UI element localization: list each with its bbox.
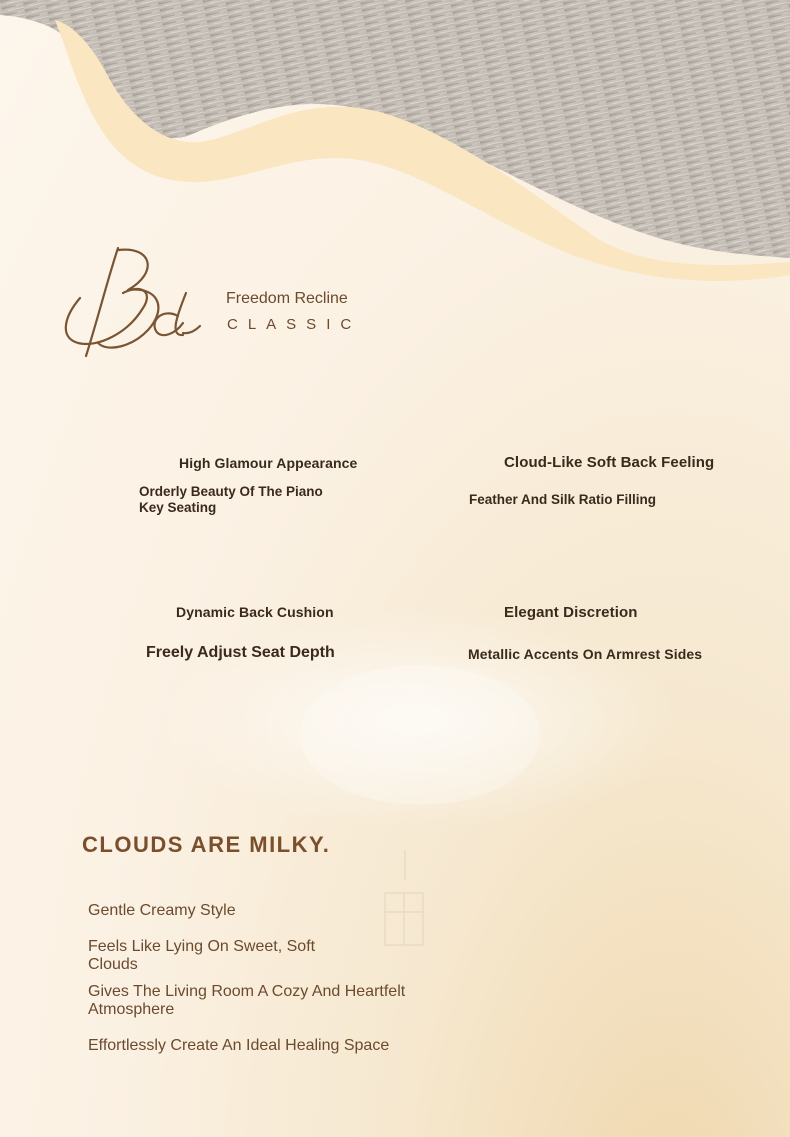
list-item: Effortlessly Create An Ideal Healing Space bbox=[88, 1037, 390, 1054]
feature-title-back-cushion: Dynamic Back Cushion bbox=[176, 604, 334, 620]
list-item: Gives The Living Room A Cozy And Heartfelt Atmosphere bbox=[88, 983, 406, 1018]
list-item: Feels Like Lying On Sweet, Soft Clouds bbox=[88, 938, 316, 973]
feature-detail-metallic-accents: Metallic Accents On Armrest Sides bbox=[468, 646, 703, 662]
brand-monogram-logo bbox=[58, 238, 208, 368]
feature-title-elegant: Elegant Discretion bbox=[504, 604, 638, 621]
feature-detail-piano-key: Orderly Beauty Of The Piano Key Seating bbox=[139, 484, 323, 515]
list-item: Gentle Creamy Style bbox=[88, 902, 236, 919]
section-heading: CLOUDS ARE MILKY. bbox=[82, 832, 331, 857]
feature-title-cloud-back: Cloud-Like Soft Back Feeling bbox=[504, 454, 715, 471]
feature-detail-seat-depth: Freely Adjust Seat Depth bbox=[146, 644, 335, 661]
product-line: CLASSIC bbox=[227, 316, 362, 333]
product-name: Freedom Recline bbox=[226, 290, 348, 307]
feature-title-glamour: High Glamour Appearance bbox=[179, 455, 358, 471]
feature-detail-feather-silk: Feather And Silk Ratio Filling bbox=[469, 492, 657, 507]
